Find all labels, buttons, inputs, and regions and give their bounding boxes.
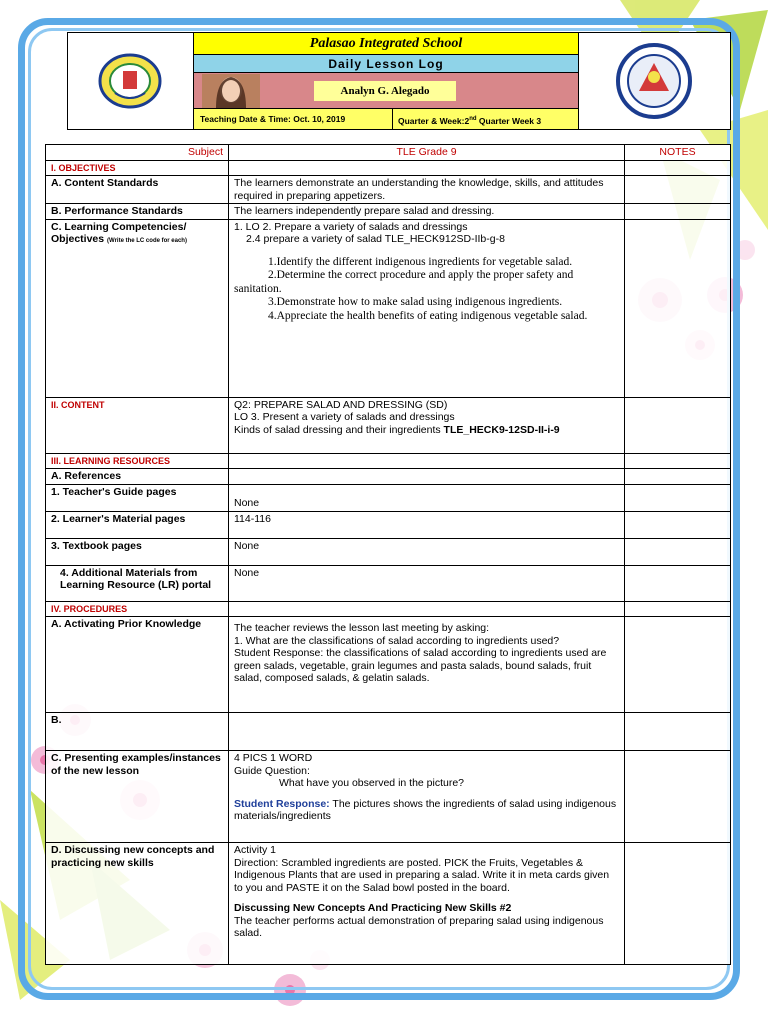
tg-label: 1. Teacher's Guide pages	[46, 484, 229, 511]
content-code: TLE_HECK9-12SD-II-i-9	[443, 423, 560, 436]
teaching-date: Teaching Date & Time: Oct. 10, 2019	[200, 114, 346, 124]
deped-seal-icon	[579, 33, 729, 129]
apk-content: The teacher reviews the lesson last meeting by asking: 1. What are the classifications of salad according to ingredients used? Student Response: the classifications of salad according to ingredients used are green salads, vegetable, grain legumes and pasta salads, bound salads, fruit salad, composed salads, & gelatin salads.	[229, 617, 625, 713]
performance-standards-label: B. Performance Standards	[46, 204, 229, 220]
apk-label: A. Activating Prior Knowledge	[46, 617, 229, 713]
content-standards-label: A. Content Standards	[46, 176, 229, 204]
competencies-label: C. Learning Competencies/ Objectives	[51, 220, 187, 245]
teacher-band	[194, 73, 578, 109]
content: Q2: PREPARE SALAD AND DRESSING (SD) LO 3. Present a variety of salads and dressings Kinds of salad dressing and their ingredients TLE_HECK9-12SD-II-i-9	[229, 397, 625, 453]
col-grade: TLE Grade 9	[229, 145, 625, 161]
c-content: 4 PICS 1 WORD Guide Question: What have you observed in the picture? Student Response: The pictures shows the ingredients of salad using indigenous materials/ingredients	[229, 751, 625, 843]
school-name: Palasao Integrated School	[194, 33, 578, 55]
c-label: C. Presenting examples/instances of the new lesson	[46, 751, 229, 843]
school-logo	[68, 33, 194, 129]
objective-2: 2.Determine the correct procedure and apply the proper safety and sanitation.	[234, 269, 574, 295]
objective-1: 1.Identify the different indigenous ingredients for vegetable salad.	[268, 255, 573, 268]
teacher-name: Analyn G. Alegado	[314, 81, 456, 101]
deped-logo	[578, 33, 730, 129]
lesson-log-header	[67, 32, 731, 130]
document-title: Daily Lesson Log	[194, 55, 578, 73]
content-heading: II. CONTENT	[51, 399, 105, 410]
school-seal-icon	[68, 33, 192, 129]
d-label: D. Discussing new concepts and practicing new skills	[46, 843, 229, 965]
procedures-heading: IV. PROCEDURES	[51, 603, 128, 614]
tg-value: None	[229, 484, 625, 511]
competencies	[229, 219, 625, 397]
objective-4: 4.Appreciate the health benefits of eating indigenous vegetable salad.	[268, 309, 588, 322]
lo-line-1: 1. LO 2. Prepare a variety of salads and dressings	[234, 220, 468, 233]
quarter-week: Quarter & Week:2nd Quarter Week 3	[398, 115, 542, 126]
d-content: Activity 1 Direction: Scrambled ingredients are posted. PICK the Fruits, Vegetables & Indigenous Plants that are used in preparing a salad. Write it in meta cards given to you and PASTE it on the Salad bowl posted in the board. Discussing New Concepts And Practicing New Skills #2 The teacher performs actual demonstration of preparing salad using indigenous salad.	[229, 843, 625, 965]
objective-3: 3.Demonstrate how to make salad using indigenous ingredients.	[268, 296, 563, 308]
performance-standards: The learners independently prepare salad and dressing.	[229, 204, 625, 220]
tb-value: None	[229, 538, 625, 565]
objectives-heading: I. OBJECTIVES	[51, 162, 116, 173]
references-label: A. References	[46, 469, 229, 485]
resources-heading: III. LEARNING RESOURCES	[51, 455, 171, 466]
b-label: B.	[46, 713, 229, 751]
teacher-photo	[202, 74, 260, 108]
am-value: None	[229, 565, 625, 601]
tb-label: 3. Textbook pages	[46, 538, 229, 565]
lm-label: 2. Learner's Material pages	[46, 511, 229, 538]
date-quarter-row	[194, 109, 578, 129]
lm-value: 114-116	[229, 511, 625, 538]
lesson-table	[45, 144, 731, 965]
competencies-note: (Write the LC code for each)	[107, 238, 187, 244]
competencies-cell	[46, 219, 229, 397]
content-standards: The learners demonstrate an understanding the knowledge, skills, and attitudes required in preparing appetizers.	[229, 176, 625, 204]
col-subject: Subject	[46, 145, 229, 161]
student-response-label: Student Response:	[234, 797, 330, 810]
col-notes: NOTES	[625, 145, 731, 161]
am-label: 4. Additional Materials from Learning Resource (LR) portal	[46, 565, 229, 601]
lo-line-2: 2.4 prepare a variety of salad TLE_HECK912SD-IIb-g-8	[246, 233, 505, 245]
